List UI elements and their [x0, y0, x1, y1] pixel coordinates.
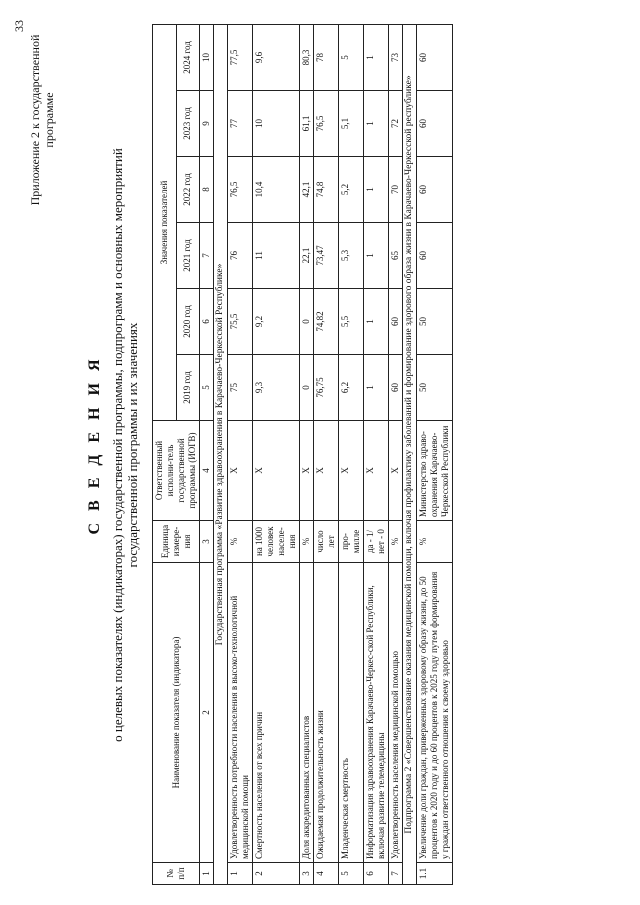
value-cell: 1: [364, 24, 389, 90]
value-cell: 6,2: [339, 355, 364, 421]
unit-cell: про-милле: [339, 521, 364, 563]
value-cell: 75: [228, 355, 253, 421]
indicators-table: [152, 24, 453, 885]
section-title: Государственная программа «Развитие здравоохранения в Карачаево-Черкесской Республике»: [214, 24, 228, 884]
value-cell: 50: [417, 355, 453, 421]
value-cell: 10,4: [253, 157, 300, 223]
value-cell: 77: [228, 91, 253, 157]
value-cell: 5,3: [339, 223, 364, 289]
program-rows: [228, 24, 403, 884]
unit-cell: да - 1/ нет - 0: [364, 521, 389, 563]
subprogram-rows: [417, 24, 453, 884]
value-cell: 5,1: [339, 91, 364, 157]
column-number: 8: [200, 157, 214, 223]
indicator-name: Доля аккредитованных специалистов: [300, 563, 314, 863]
table-row: [300, 24, 314, 884]
indicator-name: Младенческая смертность: [339, 563, 364, 863]
value-cell: 60: [417, 157, 453, 223]
column-number: 2: [200, 563, 214, 863]
header-unit: Единица измере-ния: [153, 521, 200, 563]
header-year: 2022 год: [176, 157, 200, 223]
value-cell: 5: [339, 24, 364, 90]
indicator-name: Смертность населения от всех причин: [253, 563, 300, 863]
document-title: С В Е Д Е Н И Я: [86, 355, 103, 535]
value-cell: 1: [364, 91, 389, 157]
value-cell: 78: [314, 24, 339, 90]
value-cell: 60: [389, 289, 403, 355]
column-number: 9: [200, 91, 214, 157]
value-cell: 10: [253, 91, 300, 157]
header-year: 2024 год: [176, 24, 200, 90]
table-row: [364, 24, 389, 884]
responsible-cell: Х: [228, 421, 253, 521]
value-cell: 74,82: [314, 289, 339, 355]
value-cell: 0: [300, 355, 314, 421]
header-year: 2023 год: [176, 91, 200, 157]
value-cell: 50: [417, 289, 453, 355]
column-number: 5: [200, 355, 214, 421]
value-cell: 73: [389, 24, 403, 90]
value-cell: 80,3: [300, 24, 314, 90]
section-row: [403, 24, 417, 884]
row-number: 1.1: [417, 863, 453, 885]
unit-cell: на 1000 человек населе-ния: [253, 521, 300, 563]
responsible-cell: Х: [300, 421, 314, 521]
indicator-name: Увеличение доли граждан, приверженных здоровому образу жизни, до 50 процентов к 2020 году и до 60 процентов к 2025 году путем формирования у граждан ответственного отношения к своему здоровью: [417, 563, 453, 863]
header-responsible: Ответственный исполни-тель государственной программы (ИОГВ): [153, 421, 200, 521]
value-cell: 60: [417, 91, 453, 157]
table-row: [228, 24, 253, 884]
responsible-cell: Министерство здраво-охранения Карачаево-Черкесской Республики: [417, 421, 453, 521]
value-cell: 74,8: [314, 157, 339, 223]
row-number: 5: [339, 863, 364, 885]
value-cell: 5,5: [339, 289, 364, 355]
value-cell: 9,6: [253, 24, 300, 90]
value-cell: 72: [389, 91, 403, 157]
table-row: [417, 24, 453, 884]
value-cell: 1: [364, 289, 389, 355]
value-cell: 9,3: [253, 355, 300, 421]
header-year: 2019 год: [176, 355, 200, 421]
value-cell: 76,5: [228, 157, 253, 223]
value-cell: 60: [389, 355, 403, 421]
header-row: [153, 24, 177, 884]
header-year: 2021 год: [176, 223, 200, 289]
indicator-name: Удовлетворенность потребности населения в высоко-технологичной медицинской помощи: [228, 563, 253, 863]
responsible-cell: Х: [314, 421, 339, 521]
header-num: № п/п: [153, 863, 200, 885]
value-cell: 1: [364, 355, 389, 421]
column-number: 6: [200, 289, 214, 355]
value-cell: 70: [389, 157, 403, 223]
unit-cell: число лет: [314, 521, 339, 563]
section-title: Подпрограмма 2 «Совершенствование оказания медицинской помощи, включая профилактику заболеваний и формирование здорового образа жизни в Карачаево-Черкесской республике»: [403, 24, 417, 884]
value-cell: 5,2: [339, 157, 364, 223]
value-cell: 1: [364, 157, 389, 223]
indicator-name: Ожидаемая продолжительность жизни: [314, 563, 339, 863]
unit-cell: %: [300, 521, 314, 563]
value-cell: 61,1: [300, 91, 314, 157]
header-values-group: Значения показателей: [153, 24, 177, 420]
row-number: 4: [314, 863, 339, 885]
value-cell: 11: [253, 223, 300, 289]
column-number: 7: [200, 223, 214, 289]
value-cell: 65: [389, 223, 403, 289]
column-number: 4: [200, 421, 214, 521]
table-row: [389, 24, 403, 884]
row-number: 3: [300, 863, 314, 885]
column-number: 3: [200, 521, 214, 563]
responsible-cell: Х: [364, 421, 389, 521]
value-cell: 76,5: [314, 91, 339, 157]
appendix-note: Приложение 2 к государственной программе: [28, 34, 56, 206]
value-cell: 73,47: [314, 223, 339, 289]
header-name: Наименование показателя (индикатора): [153, 563, 200, 863]
value-cell: 1: [364, 223, 389, 289]
value-cell: 0: [300, 289, 314, 355]
value-cell: 76: [228, 223, 253, 289]
row-number: 2: [253, 863, 300, 885]
value-cell: 9,2: [253, 289, 300, 355]
indicator-name: Информатизация здравоохранения Карачаево-Черкес-ской Республики, включая развитие телемедицины: [364, 563, 389, 863]
value-cell: 77,5: [228, 24, 253, 90]
value-cell: 60: [417, 24, 453, 90]
value-cell: 60: [417, 223, 453, 289]
value-cell: 42,1: [300, 157, 314, 223]
unit-cell: %: [389, 521, 403, 563]
table-row: [253, 24, 300, 884]
column-number: 10: [200, 24, 214, 90]
value-cell: 76,75: [314, 355, 339, 421]
row-number: 6: [364, 863, 389, 885]
responsible-cell: Х: [253, 421, 300, 521]
value-cell: 22,1: [300, 223, 314, 289]
page-number: 33: [12, 20, 26, 32]
header-year: 2020 год: [176, 289, 200, 355]
table-row: [314, 24, 339, 884]
row-number: 7: [389, 863, 403, 885]
document-subtitle: о целевых показателях (индикаторах) государственной программы, подпрограмм и основных мероприятий государственной программы и их значениях: [110, 148, 140, 742]
column-number: 1: [200, 863, 214, 885]
responsible-cell: Х: [339, 421, 364, 521]
unit-cell: %: [417, 521, 453, 563]
column-numbers-row: [200, 24, 214, 884]
value-cell: 75,5: [228, 289, 253, 355]
unit-cell: %: [228, 521, 253, 563]
responsible-cell: Х: [389, 421, 403, 521]
section-row: [214, 24, 228, 884]
row-number: 1: [228, 863, 253, 885]
table-row: [339, 24, 364, 884]
indicator-name: Удовлетворенность населения медицинской помощью: [389, 563, 403, 863]
